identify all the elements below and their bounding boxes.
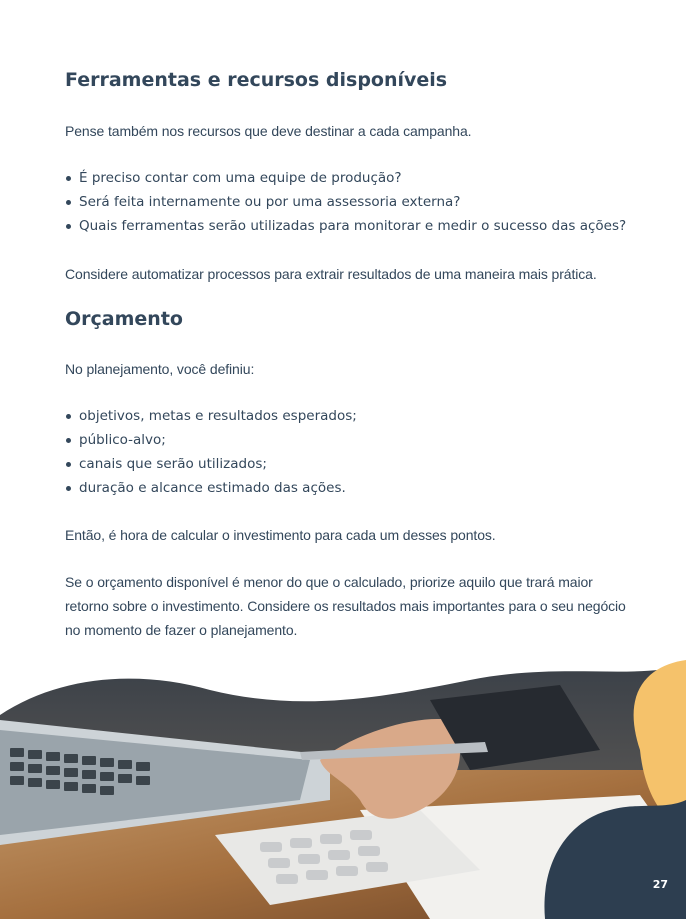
list-item: canais que serão utilizados; — [65, 452, 357, 476]
laptop-calculator-photo — [0, 660, 686, 919]
section2-bullet-list — [65, 404, 357, 500]
section-title-ferramentas: Ferramentas e recursos disponíveis — [65, 69, 448, 91]
list-item: objetivos, metas e resultados esperados; — [65, 404, 357, 428]
list-item: É preciso contar com uma equipe de produção? — [65, 166, 626, 190]
list-item: público-alvo; — [65, 428, 357, 452]
list-item: Será feita internamente ou por uma assessoria externa? — [65, 190, 626, 214]
section1-bullet-list — [65, 166, 626, 238]
section-title-orcamento: Orçamento — [65, 308, 183, 330]
section1-outro: Considere automatizar processos para extrair resultados de uma maneira mais prática. — [65, 266, 597, 282]
list-item: Quais ferramentas serão utilizadas para monitorar e medir o sucesso das ações? — [65, 214, 626, 238]
section1-intro: Pense também nos recursos que deve destinar a cada campanha. — [65, 123, 472, 139]
section2-intro: No planejamento, você definiu: — [65, 361, 255, 377]
section2-para2: Se o orçamento disponível é menor do que o calculado, priorize aquilo que trará maior retorno sobre o investimento. Considere os resultados mais importantes para o seu negócio no momento de fazer o planejamento. — [65, 574, 626, 638]
section2-para1: Então, é hora de calcular o investimento para cada um desses pontos. — [65, 527, 496, 543]
page-number: 27 — [652, 878, 668, 891]
list-item: duração e alcance estimado das ações. — [65, 476, 357, 500]
